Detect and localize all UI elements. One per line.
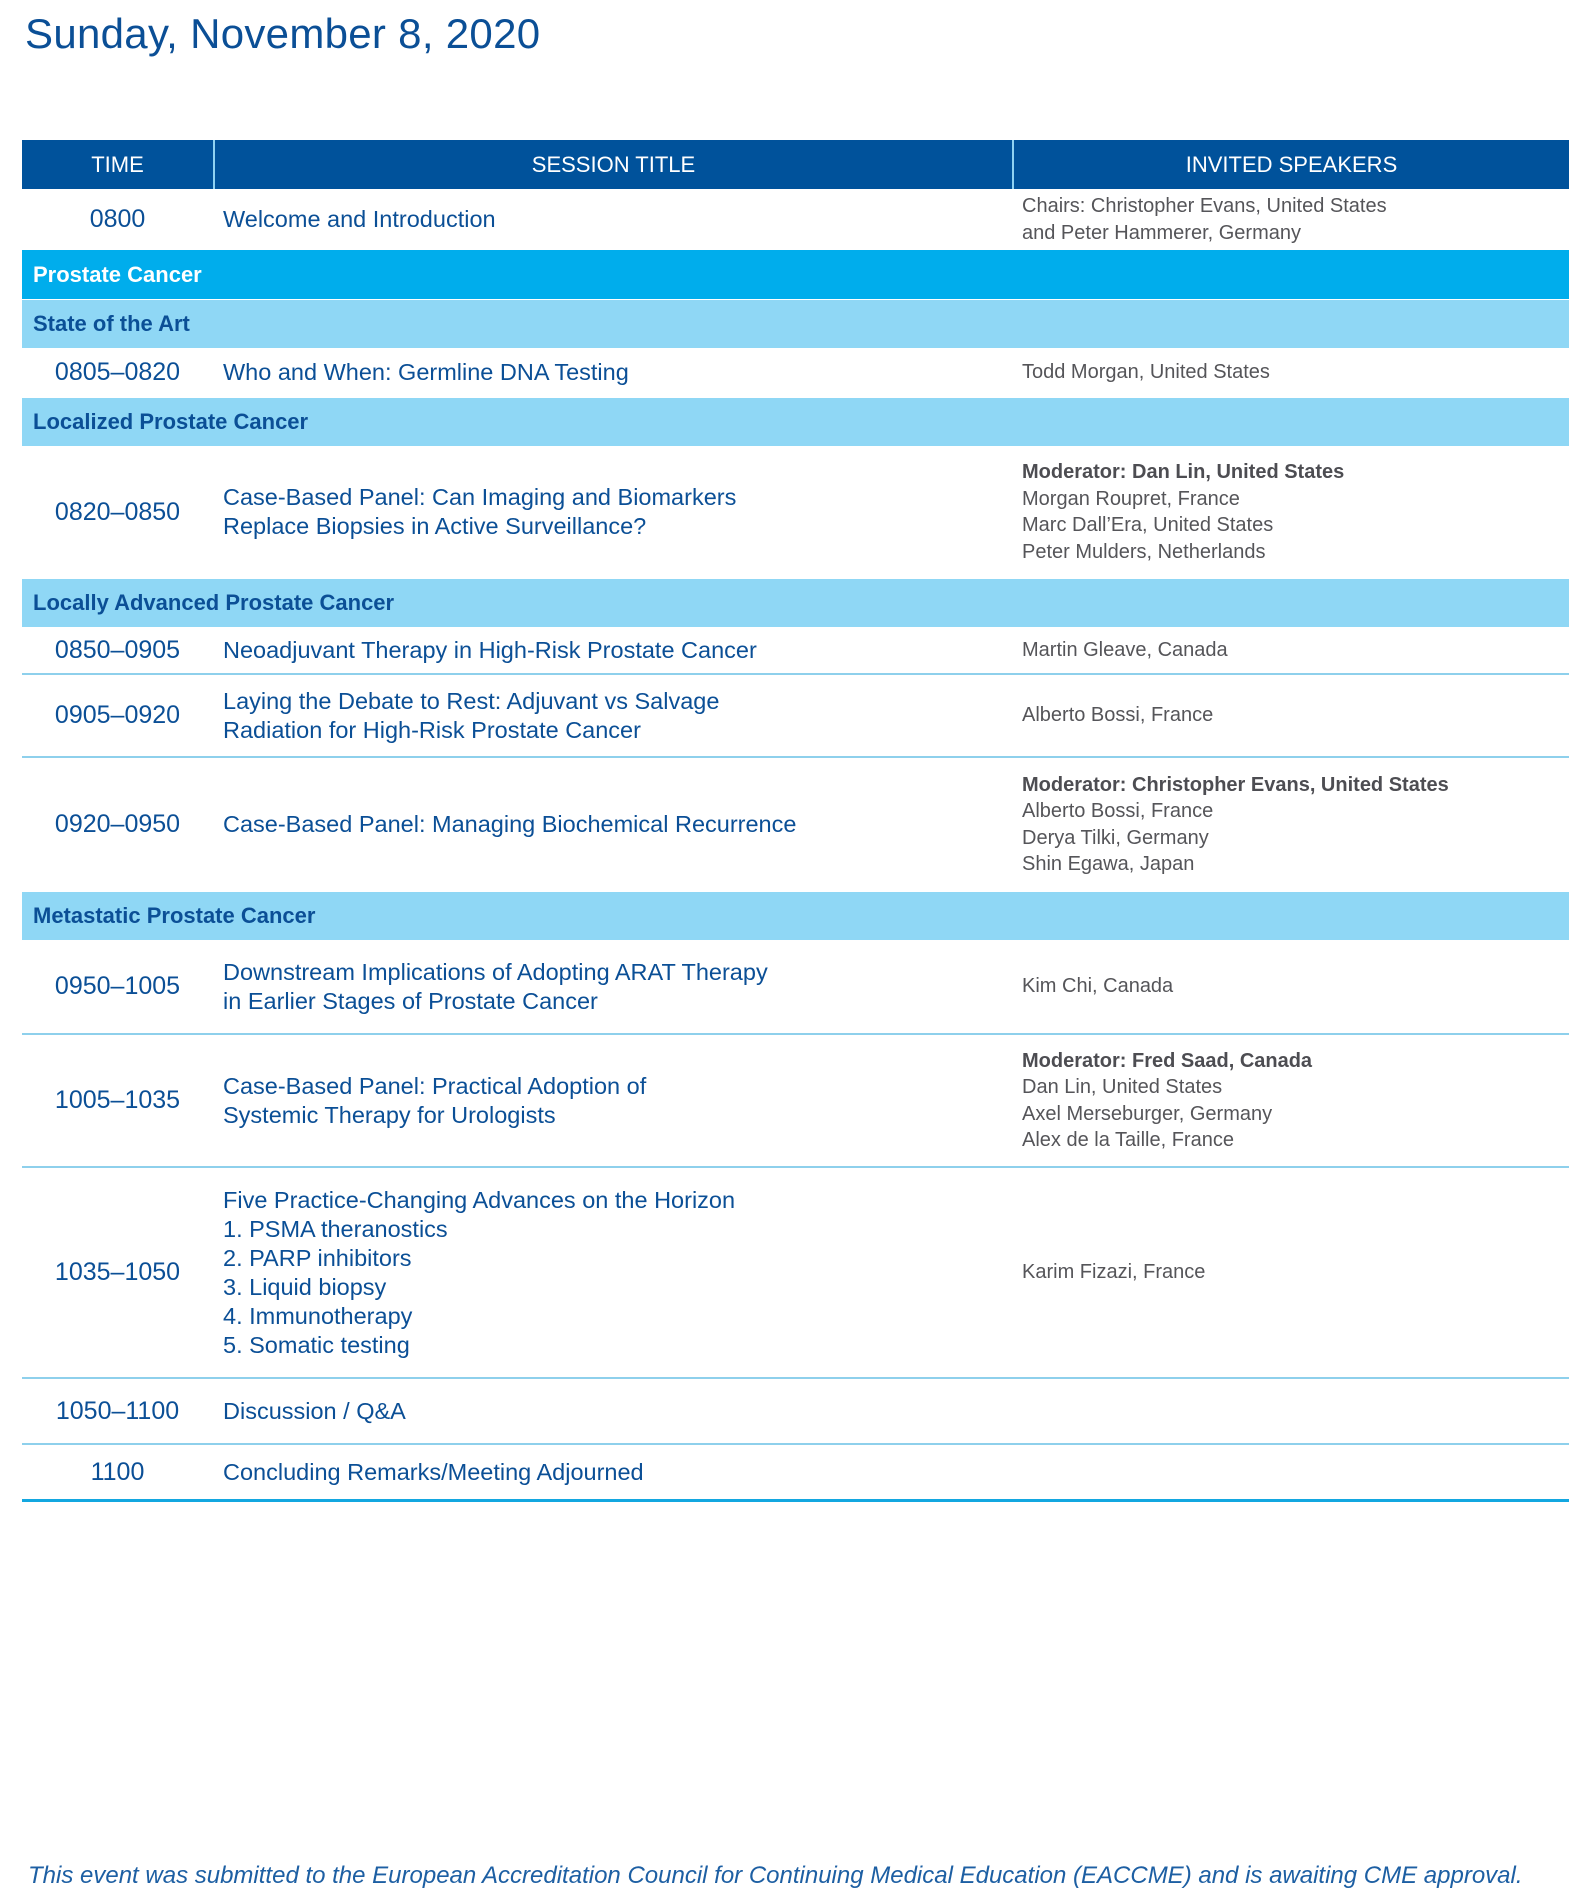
section-header-metastatic-prostate-cancer: Metastatic Prostate Cancer <box>22 891 1569 940</box>
session-time: 1050–1100 <box>55 1396 180 1425</box>
table-row <box>22 940 1569 1035</box>
table-row <box>22 1035 1569 1168</box>
table-row <box>22 758 1569 891</box>
session-time: 0850–0905 <box>54 635 181 664</box>
section-header-localized-prostate-cancer: Localized Prostate Cancer <box>22 397 1569 446</box>
session-title: Five Practice-Changing Advances on the Horizon 1. PSMA theranostics 2. PARP inhibitors 3. Liquid biopsy 4. Immunotherapy 5. Somatic testing <box>223 1186 736 1358</box>
schedule-table <box>22 140 1569 1502</box>
session-title: Welcome and Introduction <box>223 206 496 232</box>
moderator: Moderator: Fred Saad, Canada <box>1022 1049 1313 1072</box>
table-header <box>22 140 1569 189</box>
table-row <box>22 1168 1569 1379</box>
table-row <box>22 1445 1569 1502</box>
session-title: Laying the Debate to Rest: Adjuvant vs Salvage Radiation for High-Risk Prostate Cancer <box>223 687 720 743</box>
column-header-invited-speakers: INVITED SPEAKERS <box>1185 151 1398 177</box>
session-speakers: Chairs: Christopher Evans, United States and Peter Hammerer, Germany <box>1022 195 1387 244</box>
session-time: 0805–0820 <box>54 358 181 386</box>
moderator: Moderator: Dan Lin, United States <box>1022 461 1345 483</box>
table-row <box>22 189 1569 250</box>
moderator: Moderator: Christopher Evans, United States <box>1022 773 1449 796</box>
column-header-time: TIME <box>22 140 215 189</box>
session-time: 1100 <box>90 1457 145 1486</box>
table-row <box>22 1379 1569 1445</box>
session-speakers: Moderator: Christopher Evans, United States Alberto Bossi, France Derya Tilki, Germany Shin Egawa, Japan <box>1012 772 1569 878</box>
session-time: 0950–1005 <box>54 972 181 1000</box>
session-speakers: Moderator: Dan Lin, United States Morgan Roupret, France Marc Dall’Era, United States Peter Mulders, Netherlands <box>1012 459 1569 565</box>
table-row <box>22 675 1569 758</box>
session-time: 0905–0920 <box>54 701 181 729</box>
session-time: 0800 <box>89 205 146 233</box>
session-title: Case-Based Panel: Can Imaging and Biomarkers Replace Biopsies in Active Surveillance? <box>223 484 737 539</box>
section-header-state-of-the-art: State of the Art <box>22 299 1569 348</box>
column-header-session-title: SESSION TITLE <box>215 140 1014 189</box>
table-row <box>22 446 1569 578</box>
session-title: Neoadjuvant Therapy in High-Risk Prostate Cancer <box>223 636 757 663</box>
table-row <box>22 627 1569 675</box>
section-header-prostate-cancer: Prostate Cancer <box>22 250 1569 299</box>
session-title: Discussion / Q&A <box>223 1397 406 1424</box>
session-speakers: Todd Morgan, United States <box>1022 361 1270 384</box>
section-header-locally-advanced-prostate-cancer: Locally Advanced Prostate Cancer <box>22 578 1569 627</box>
session-speakers: Alberto Bossi, France <box>1022 704 1214 727</box>
session-title: Downstream Implications of Adopting ARAT Therapy in Earlier Stages of Prostate Cancer <box>223 958 768 1014</box>
table-row <box>22 348 1569 397</box>
session-time: 1005–1035 <box>54 1086 181 1114</box>
session-speakers: Kim Chi, Canada <box>1022 975 1174 998</box>
session-title: Case-Based Panel: Managing Biochemical Recurrence <box>223 811 797 837</box>
accreditation-note: This event was submitted to the European Accreditation Council for Continuing Medical Education (EACCME) and is awaiting CME approval. <box>28 1862 1523 1889</box>
session-title: Who and When: Germline DNA Testing <box>223 359 629 385</box>
page-title: Sunday, November 8, 2020 <box>25 10 541 57</box>
session-time: 1035–1050 <box>54 1258 181 1286</box>
session-title: Case-Based Panel: Practical Adoption of Systemic Therapy for Urologists <box>223 1072 647 1128</box>
session-speakers: Karim Fizazi, France <box>1022 1261 1206 1284</box>
session-title: Concluding Remarks/Meeting Adjourned <box>223 1458 644 1485</box>
session-time: 0820–0850 <box>54 497 181 526</box>
session-speakers: Martin Gleave, Canada <box>1022 638 1228 661</box>
session-time: 0920–0950 <box>54 810 181 838</box>
session-speakers: Moderator: Fred Saad, Canada Dan Lin, United States Axel Merseburger, Germany Alex de la Taille, France <box>1012 1048 1569 1154</box>
